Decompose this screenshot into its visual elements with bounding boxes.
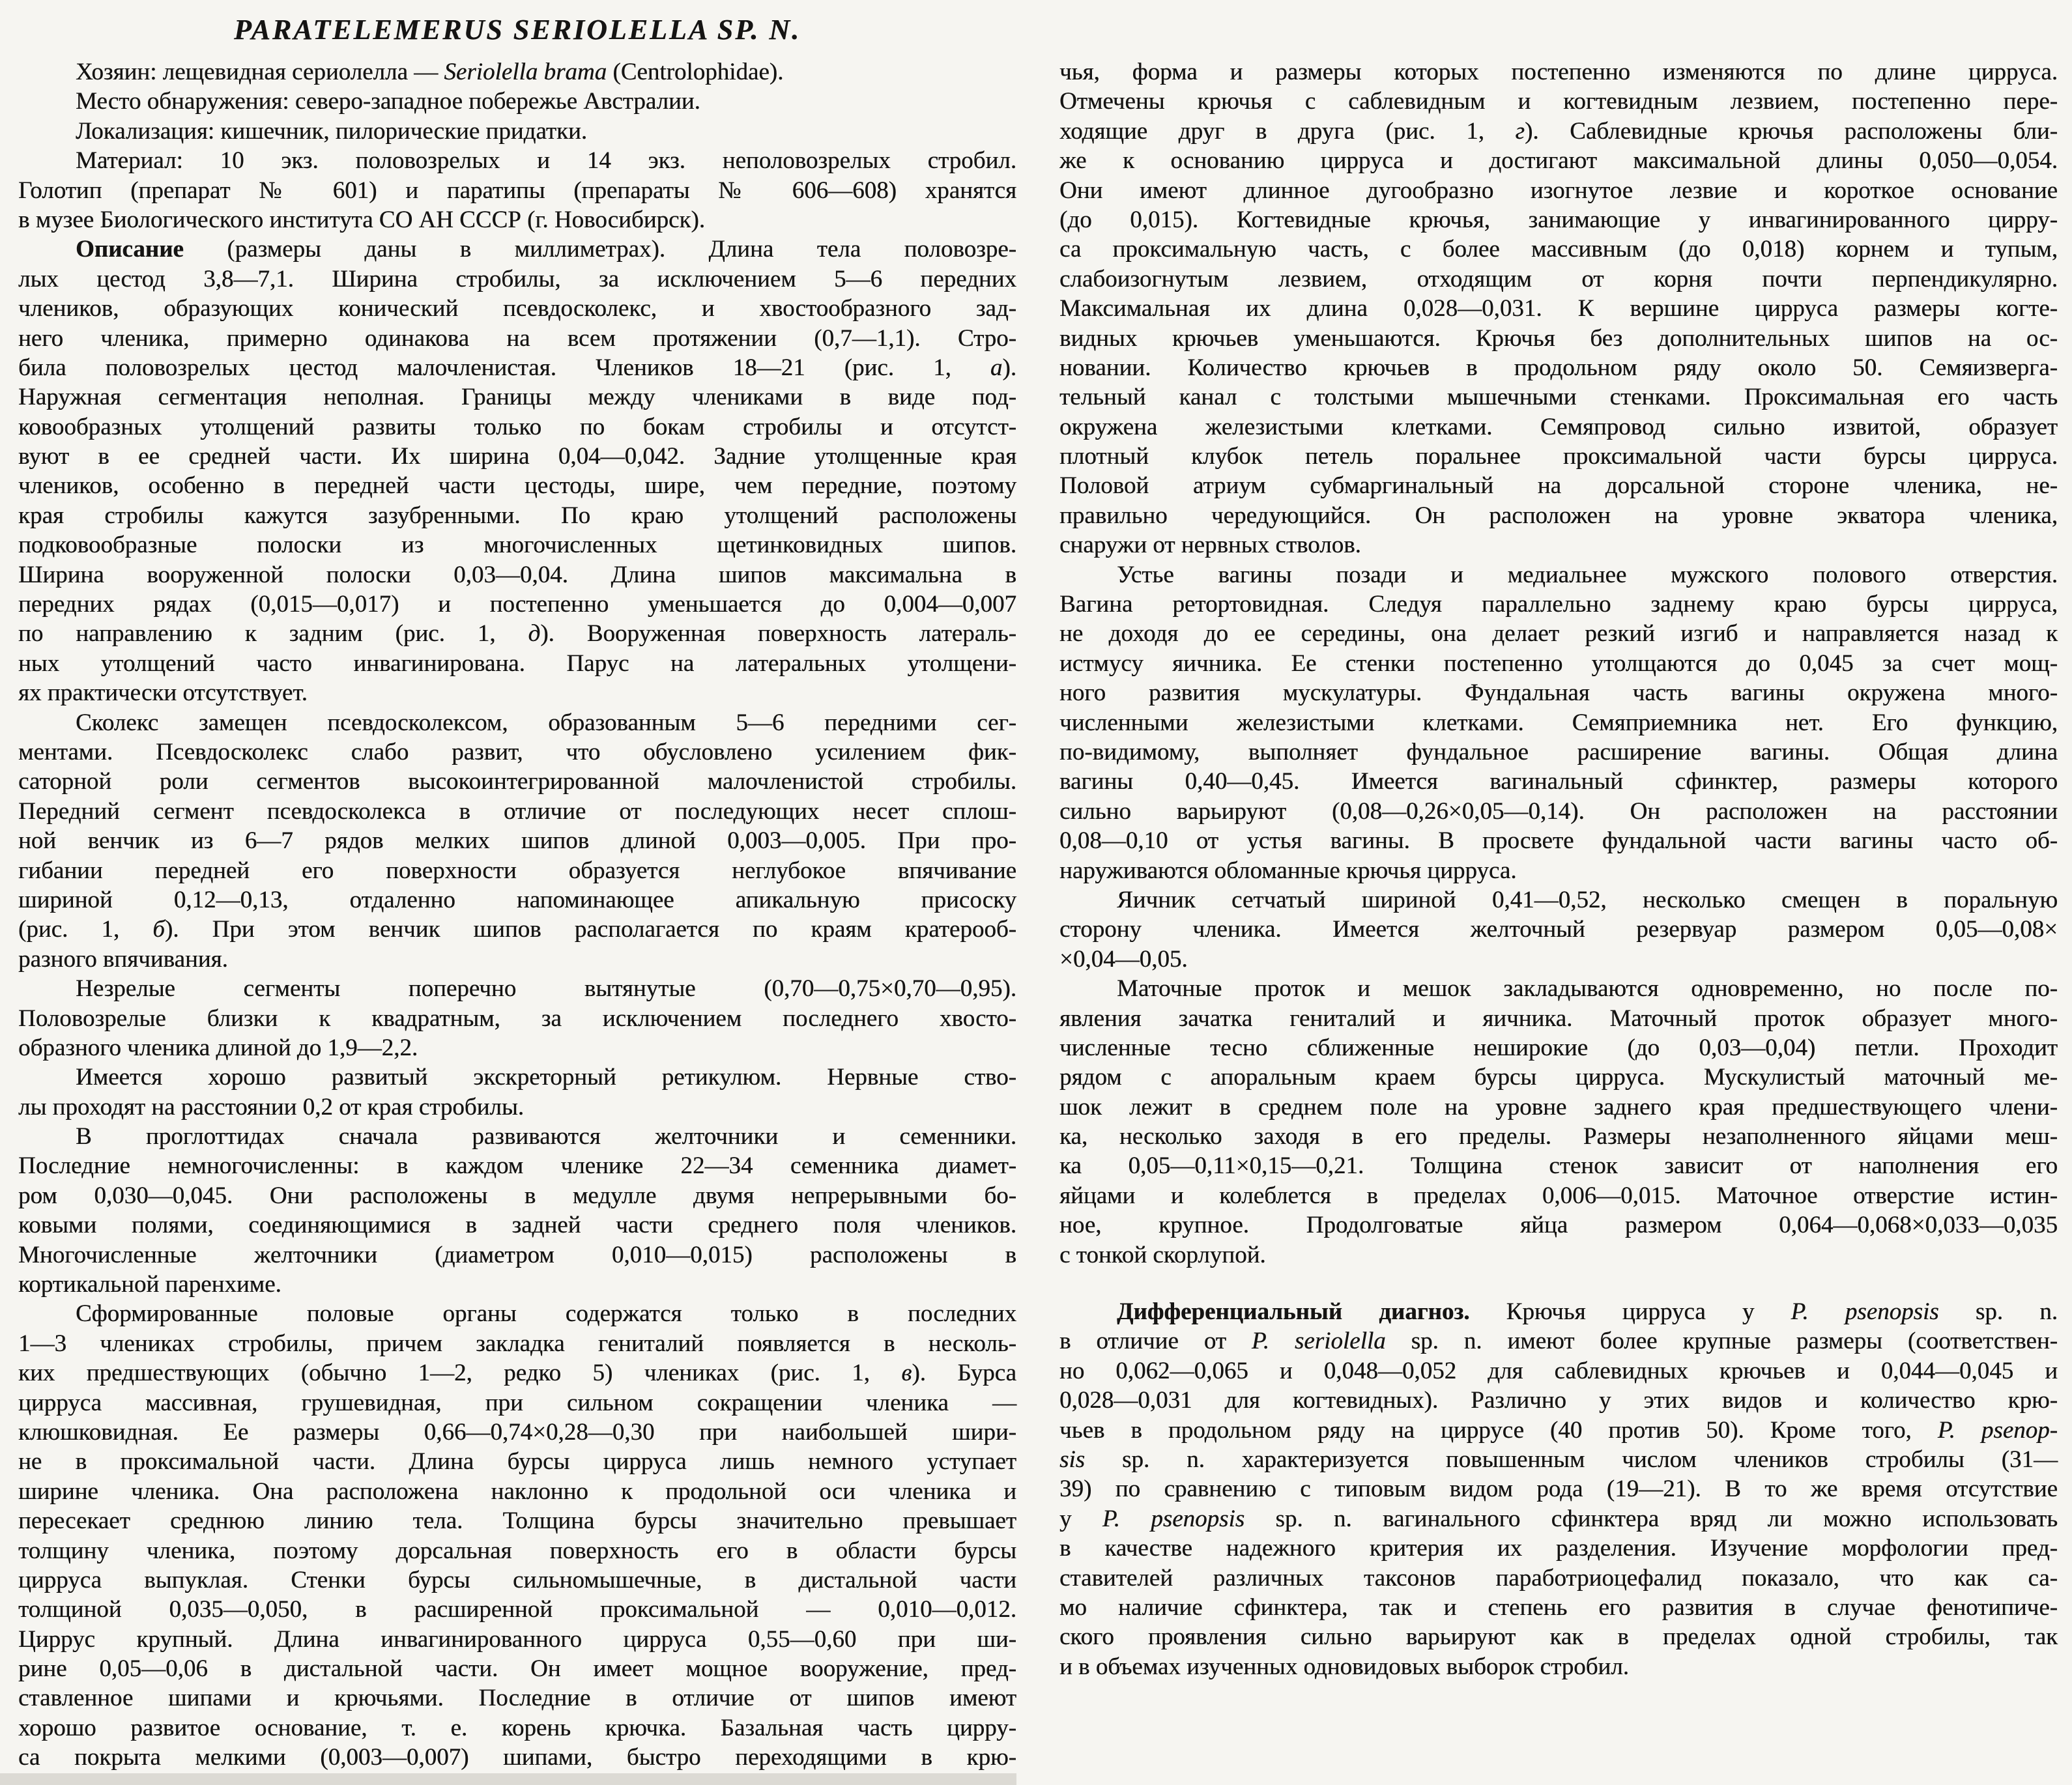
paragraph: [1059, 1297, 2058, 1681]
text-line: Максимальная их длина 0,028—0,031. К вершине цирруса размеры когте-: [1059, 295, 2058, 322]
text-line: численными железистыми клетками. Семяприемника нет. Его функцию,: [1059, 709, 2058, 736]
text-line: чья, форма и размеры которых постепенно изменяются по длине цирруса.: [1059, 59, 2058, 85]
text-line: (рис. 1, б). При этом венчик шипов располагается по краям кратерооб-: [18, 916, 1017, 943]
text-line: и в объемах изученных одновидовых выборок стробил.: [1059, 1653, 1629, 1680]
paragraph: [18, 708, 1016, 975]
text-line: Голотип (препарат № 601) и паратипы (препараты № 606—608) хранятся: [18, 177, 1016, 204]
paragraph: [1059, 974, 2058, 1270]
text-column-right: [1059, 57, 2058, 1681]
species-heading: PARATELEMERUS SERIOLELLA SP. N.: [233, 14, 801, 46]
text-line: толщиной 0,035—0,050, в расширенной проксимальной — 0,010—0,012.: [18, 1596, 1016, 1623]
text-line: ром 0,030—0,045. Они расположены в медулле двумя непрерывными бо-: [18, 1182, 1016, 1209]
text-line: Циррус крупный. Длина инвагинированного цирруса 0,55—0,60 при ши-: [18, 1625, 1016, 1653]
text-line: члеников, особенно в передней части цестоды, шире, чем передние, поэтому: [18, 472, 1016, 500]
text-line: саторной роли сегментов высокоинтегрированной малочленистой стробилы.: [18, 768, 1016, 795]
text-line: ковообразных утолщений развиты только по бокам стробилы и отсутст-: [18, 413, 1016, 440]
text-line: Дифференциальный диагноз. Крючья цирруса у P. psenopsis sp. n.: [1117, 1298, 2058, 1326]
text-line: ского проявления сильно варьируют как в пределах одной стробилы, так: [1059, 1623, 2058, 1651]
text-line: ментами. Псевдосколекс слабо развит, что обусловлено усилением фик-: [18, 738, 1016, 765]
text-line: члеников, образующих конический псевдосколекс, и хвостообразного зад-: [18, 295, 1016, 322]
text-line: Последние немногочисленны: в каждом членике 22—34 семенника диамет-: [18, 1152, 1016, 1180]
text-line: слабоизогнутым лезвием, отходящим от корня почти перпендикулярно.: [1059, 265, 2058, 293]
text-line: В проглоттидах сначала развиваются желточники и семенники.: [76, 1123, 1016, 1150]
text-line: у P. psenopsis sp. n. вагинального сфинктера вряд ли можно использовать: [1059, 1505, 2058, 1532]
text-line: хорошо развитое основание, т. е. корень крючка. Базальная часть цирру-: [18, 1714, 1016, 1741]
text-line: лых цестод 3,8—7,1. Ширина стробилы, за исключением 5—6 передних: [18, 265, 1016, 293]
text-line: 0,08—0,10 от устья вагины. В просвете фундальной части вагины часто об-: [1059, 827, 2058, 855]
text-line: Передний сегмент псевдосколекса в отличие от последующих несет сплош-: [18, 797, 1016, 825]
text-line: Отмечены крючья с саблевидным и когтевидным лезвием, постепенно пере-: [1059, 88, 2058, 115]
text-line: в отличие от P. seriolella sp. n. имеют более крупные размеры (соответствен-: [1059, 1328, 2058, 1355]
text-line: разного впячивания.: [18, 945, 228, 973]
text-line: Они имеют длинное дугообразно изогнутое лезвие и короткое основание: [1059, 177, 2058, 204]
text-line: Половой атриум субмаргинальный на дорсальной стороне членика, не-: [1059, 472, 2058, 500]
text-line: лы проходят на расстоянии 0,2 от края стробилы.: [18, 1093, 524, 1121]
text-line: Маточные проток и мешок закладываются одновременно, но после по-: [1117, 975, 2058, 1003]
paragraph: [18, 235, 1016, 707]
paragraph: [18, 1063, 1016, 1122]
text-line: 39) по сравнению с типовым видом рода (19—21). В то же время отсутствие: [1059, 1476, 2058, 1503]
text-line: правильно чередующийся. Он расположен на уровне экватора членика,: [1059, 502, 2058, 529]
text-line: кортикальной паренхиме.: [18, 1271, 281, 1298]
text-line: пересекает среднюю линию тела. Толщина бурсы значительно превышает: [18, 1507, 1016, 1535]
text-line: ное, крупное. Продолговатые яйца размером 0,064—0,068×0,033—0,035: [1059, 1212, 2058, 1239]
text-line: толщину членика, поэтому дорсальная поверхность его в области бурсы: [18, 1537, 1016, 1564]
text-line: ка 0,05—0,11×0,15—0,21. Толщина стенок зависит от наполнения его: [1059, 1152, 2058, 1180]
text-line: Многочисленные желточники (диаметром 0,010—0,015) расположены в: [18, 1241, 1016, 1268]
text-line: ставителей различных таксонов паработриоцефалид показало, что как са-: [1059, 1564, 2058, 1592]
text-line: Сформированные половые органы содержатся только в последних: [76, 1300, 1016, 1328]
text-line: мо наличие сфинктера, так и степень его развития в случае фенотипиче-: [1059, 1593, 2058, 1621]
text-line: же к основанию цирруса и достигают максимальной длины 0,050—0,054.: [1059, 147, 2058, 175]
text-line: по-видимому, выполняет фундальное расширение вагины. Общая длина: [1059, 738, 2058, 765]
text-line: била половозрелых цестод малочленистая. Члеников 18—21 (рис. 1, а).: [18, 354, 1016, 381]
text-line: сильно варьируют (0,08—0,26×0,05—0,14). Он расположен на расстоянии: [1059, 797, 2058, 825]
text-line: Имеется хорошо развитый экскреторный ретикулюм. Нервные ство-: [76, 1064, 1016, 1091]
text-line: в музее Биологического института СО АН СССР (г. Новосибирск).: [18, 206, 705, 233]
paragraph: [18, 974, 1016, 1063]
text-line: наруживаются обломанные крючья цирруса.: [1059, 857, 1517, 884]
text-line: ка, несколько заходя в его пределы. Размеры незаполненного яйцами меш-: [1059, 1123, 2058, 1150]
text-line: вуют в ее средней части. Их ширина 0,04—0,042. Задние утолщенные края: [18, 443, 1016, 470]
text-line: 1—3 члениках стробилы, причем закладка гениталий появляется в несколь-: [18, 1330, 1016, 1357]
text-line: цирруса выпуклая. Стенки бурсы сильномышечные, в дистальной части: [18, 1566, 1016, 1593]
text-line: рядом с апоральным краем бурсы цирруса. Мускулистый маточный ме-: [1059, 1064, 2058, 1091]
text-line: гибании передней его поверхности образуется неглубокое впячивание: [18, 857, 1016, 884]
text-line: Место обнаружения: северо-западное побережье Австралии.: [76, 88, 700, 115]
text-line: ширине членика. Она расположена наклонно к продольной оси членика и: [18, 1478, 1016, 1505]
text-line: цирруса массивная, грушевидная, при сильном сокращении членика —: [18, 1389, 1016, 1416]
paragraph: [18, 1299, 1016, 1772]
paragraph: [18, 117, 1016, 146]
text-line: окружена железистыми клетками. Семяпровод сильно извитой, образует: [1059, 413, 2058, 440]
text-line: sis sp. n. характеризуется повышенным числом члеников стробилы (31—: [1059, 1446, 2058, 1473]
text-line: не в проксимальной части. Длина бурсы цирруса лишь немного уступает: [18, 1448, 1016, 1476]
text-line: новании. Количество крючьев в продольном ряду около 50. Семяизверга-: [1059, 354, 2058, 381]
paragraph: [1059, 57, 2058, 560]
text-line: ной венчик из 6—7 рядов мелких шипов длиной 0,003—0,005. При про-: [18, 827, 1016, 855]
paragraph: [1059, 885, 2058, 974]
text-line: яйцами и колеблется в пределах 0,006—0,015. Маточное отверстие истин-: [1059, 1182, 2058, 1209]
text-line: Материал: 10 экз. половозрелых и 14 экз. неполовозрелых стробил.: [76, 147, 1016, 175]
text-line: Описание (размеры даны в миллиметрах). Длина тела половозре-: [76, 236, 1016, 263]
text-line: Яичник сетчатый шириной 0,41—0,52, несколько смещен в поральную: [1117, 886, 2058, 913]
paragraph: [18, 87, 1016, 116]
text-line: Устье вагины позади и медиальнее мужского полового отверстия.: [1117, 561, 2058, 588]
text-line: ковыми полями, соединяющимися в задней части среднего поля члеников.: [18, 1212, 1016, 1239]
text-line: явления зачатка гениталий и яичника. Маточный проток образует много-: [1059, 1005, 2058, 1032]
text-line: чьев в продольном ряду на циррусе (40 против 50). Кроме того, P. psenop-: [1059, 1416, 2058, 1444]
text-line: сторону членика. Имеется желточный резервуар размером 0,05—0,08×: [1059, 916, 2058, 943]
text-line: Вагина ретортовидная. Следуя параллельно заднему краю бурсы цирруса,: [1059, 591, 2058, 618]
text-line: образного членика длиной до 1,9—2,2.: [18, 1034, 418, 1061]
text-line: ходящие друг в друга (рис. 1, г). Саблевидные крючья расположены бли-: [1059, 117, 2058, 145]
text-line: ных утолщений часто инвагинирована. Парус на латеральных утолщени-: [18, 650, 1016, 677]
text-line: (до 0,015). Когтевидные крючья, занимающие у инвагинированного цирру-: [1059, 206, 2058, 233]
paragraph: [18, 146, 1016, 235]
text-line: него членика, примерно одинакова на всем протяжении (0,7—1,1). Стро-: [18, 324, 1016, 352]
text-line: тельный канал с толстыми мышечными стенками. Проксимальная его часть: [1059, 384, 2058, 411]
text-line: Сколекс замещен псевдосколексом, образованным 5—6 передними сег-: [76, 709, 1016, 736]
text-line: численные тесно сближенные неширокие (до 0,03—0,04) петли. Проходит: [1059, 1034, 2058, 1061]
text-line: с тонкой скорлупой.: [1059, 1241, 1266, 1268]
text-line: ного развития мускулатуры. Фундальная часть вагины окружена много-: [1059, 679, 2058, 707]
text-line: Хозяин: лещевидная сериолелла — Seriolella brama (Centrolophidae).: [76, 59, 784, 85]
text-line: Локализация: кишечник, пилорические придатки.: [76, 117, 588, 145]
paragraph: [1059, 560, 2058, 885]
text-line: в качестве надежного критерия их разделения. Изучение морфологии пред-: [1059, 1535, 2058, 1562]
text-line: истмусу яичника. Ее стенки постепенно утолщаются до 0,045 за счет мощ-: [1059, 650, 2058, 677]
text-line: плотный клубок петель поральнее проксимальной части бурсы цирруса.: [1059, 443, 2058, 470]
text-line: Ширина вооруженной полоски 0,03—0,04. Длина шипов максимальна в: [18, 561, 1016, 588]
text-column-left: [18, 57, 1016, 1773]
text-line: передних рядах (0,015—0,017) и постепенно уменьшается до 0,004—0,007: [18, 591, 1016, 618]
text-line: Незрелые сегменты поперечно вытянутые (0,70—0,75×0,70—0,95).: [76, 975, 1016, 1003]
text-line: ставленное шипами и крючьями. Последние в отличие от шипов имеют: [18, 1685, 1016, 1712]
text-line: Половозрелые близки к квадратным, за исключением последнего хвосто-: [18, 1005, 1016, 1032]
text-line: по направлению к задним (рис. 1, д). Вооруженная поверхность латераль-: [18, 620, 1016, 648]
text-line: не доходя до ее середины, она делает резкий изгиб и направляется назад к: [1059, 620, 2058, 648]
text-line: подковообразные полоски из многочисленных щетинковидных шипов.: [18, 532, 1016, 559]
text-line: рине 0,05—0,06 в дистальной части. Он имеет мощное вооружение, пред-: [18, 1655, 1016, 1683]
text-line: клюшковидная. Ее размеры 0,66—0,74×0,28—0,30 при наибольшей шири-: [18, 1418, 1016, 1446]
text-line: ×0,04—0,05.: [1059, 945, 1188, 973]
text-line: но 0,062—0,065 и 0,048—0,052 для саблевидных крючьев и 0,044—0,045 и: [1059, 1357, 2058, 1384]
text-line: са проксимальную часть, с более массивным (до 0,018) корнем и тупым,: [1059, 236, 2058, 263]
text-line: 0,028—0,031 для когтевидных). Различно у этих видов и количество крю-: [1059, 1387, 2058, 1414]
text-line: ких предшествующих (обычно 1—2, редко 5) члениках (рис. 1, в). Бурса: [18, 1360, 1016, 1387]
text-line: шириной 0,12—0,13, отдаленно напоминающее апикальную присоску: [18, 886, 1016, 913]
text-line: вагины 0,40—0,45. Имеется вагинальный сфинктер, размеры которого: [1059, 768, 2058, 795]
text-line: Наружная сегментация неполная. Границы между члениками в виде под-: [18, 384, 1016, 411]
text-line: шок лежит в среднем поле на уровне заднего края предшествующего члени-: [1059, 1093, 2058, 1121]
scan-artifact-bar: [0, 1773, 1016, 1785]
paragraph: [18, 1122, 1016, 1299]
text-line: снаружи от нервных стволов.: [1059, 532, 1361, 559]
paragraph: [18, 57, 1016, 87]
text-line: са покрыта мелкими (0,003—0,007) шипами, быстро переходящими в крю-: [18, 1744, 1016, 1771]
text-line: видных крючьев уменьшаются. Крючья без дополнительных шипов на ос-: [1059, 324, 2058, 352]
text-line: ях практически отсутствует.: [18, 679, 308, 707]
text-line: края стробилы кажутся зазубренными. По краю утолщений расположены: [18, 502, 1016, 529]
